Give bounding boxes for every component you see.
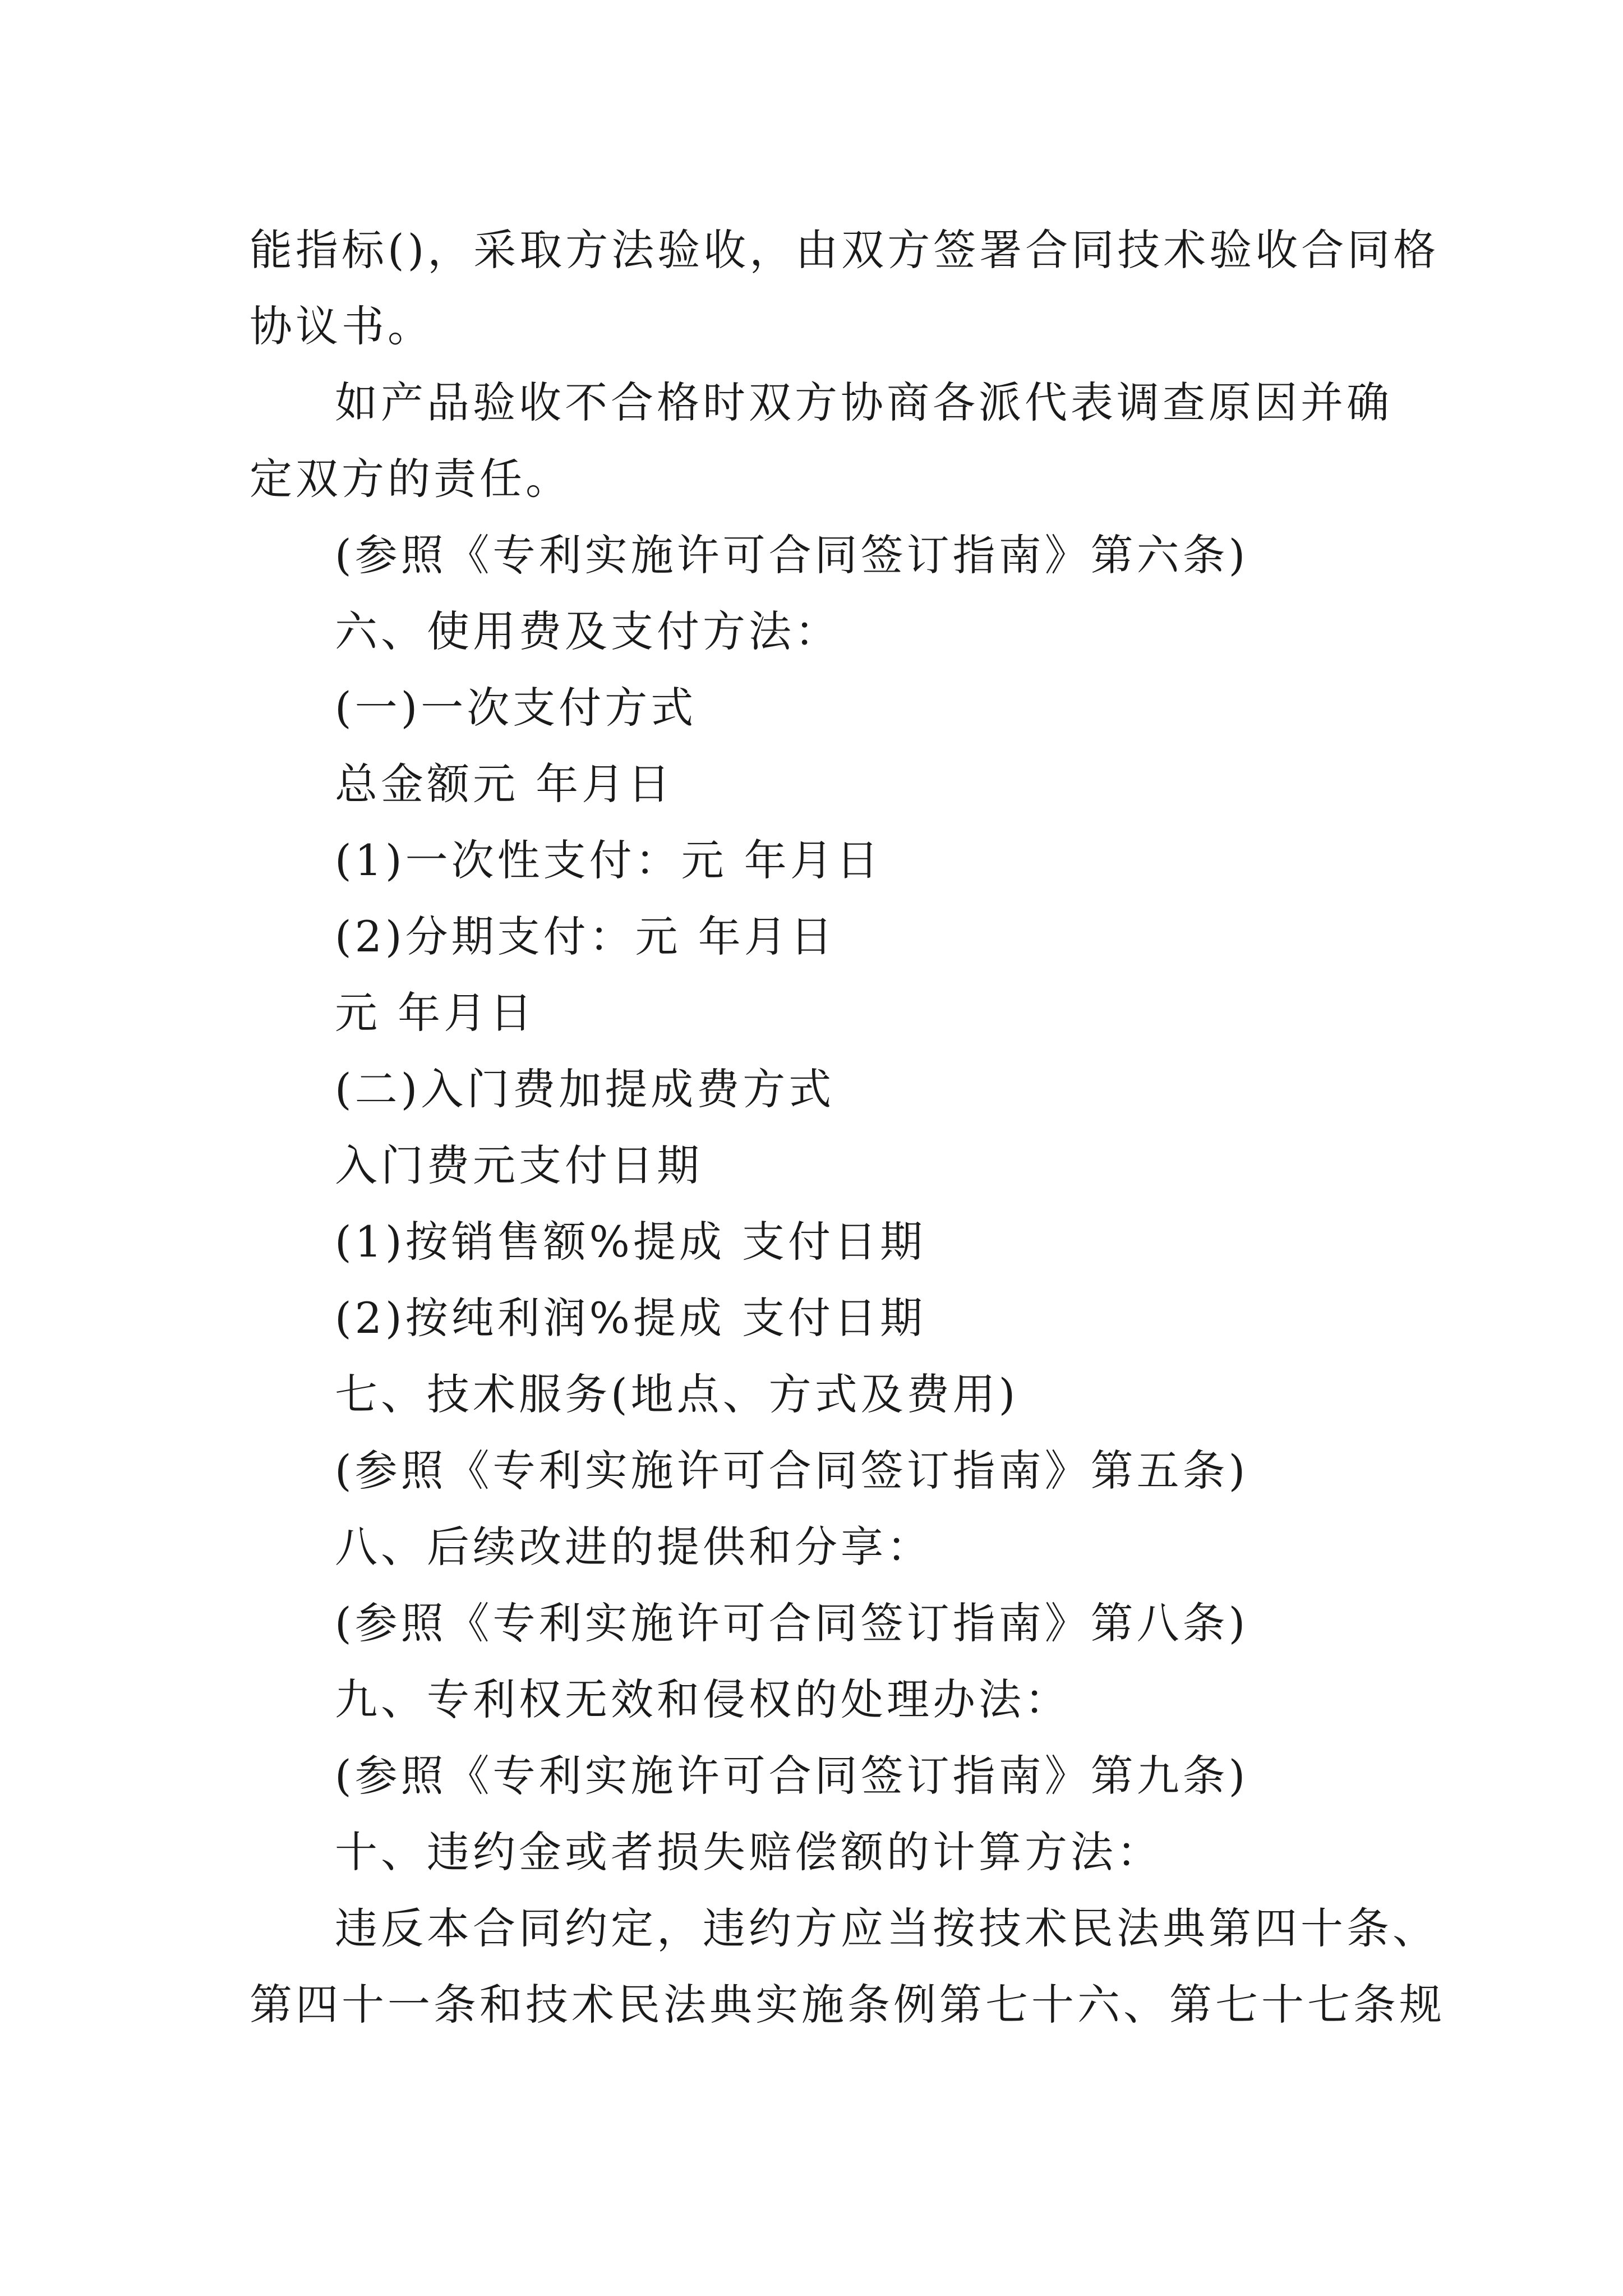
text-line: (参照《专利实施许可合同签订指南》第八条) <box>335 1598 1249 1648</box>
text-line: 总金额元 年月日 <box>335 759 674 809</box>
text-line: (一)一次支付方式 <box>335 683 697 733</box>
text-line: (参照《专利实施许可合同签订指南》第五条) <box>335 1446 1249 1496</box>
text-line: (1)按销售额%提成 支付日期 <box>335 1217 926 1267</box>
text-line: 元 年月日 <box>335 988 536 1038</box>
text-line: 协议书。 <box>250 301 434 351</box>
text-line: 能指标()，采取方法验收，由双方签署合同技术验收合同格 <box>250 225 1440 275</box>
text-line: (参照《专利实施许可合同签订指南》第九条) <box>335 1751 1249 1801</box>
text-line: (1)一次性支付：元 年月日 <box>335 835 882 885</box>
document-body <box>250 212 1445 2043</box>
text-line: 入门费元支付日期 <box>335 1140 703 1190</box>
section-heading: 九、专利权无效和侵权的处理办法： <box>335 1674 1071 1724</box>
text-line: 违反本合同约定，违约方应当按技术民法典第四十条、 <box>335 1903 1438 1953</box>
text-line: (参照《专利实施许可合同签订指南》第六条) <box>335 530 1249 580</box>
text-line: (二)入门费加提成费方式 <box>335 1064 835 1114</box>
text-line: 定双方的责任。 <box>250 454 571 504</box>
text-line: 如产品验收不合格时双方协商各派代表调查原因并确 <box>335 378 1393 427</box>
text-line: 第四十一条和技术民法典实施条例第七十六、第七十七条规 <box>250 1980 1445 2030</box>
section-heading: 六、使用费及支付方法： <box>335 606 841 656</box>
text-line: (2)分期支付：元 年月日 <box>335 912 836 961</box>
text-line: (2)按纯利润%提成 支付日期 <box>335 1293 926 1343</box>
section-heading: 十、违约金或者损失赔偿额的计算方法： <box>335 1827 1163 1877</box>
section-heading: 七、技术服务(地点、方式及费用) <box>335 1369 1019 1419</box>
section-heading: 八、后续改进的提供和分享： <box>335 1522 933 1572</box>
